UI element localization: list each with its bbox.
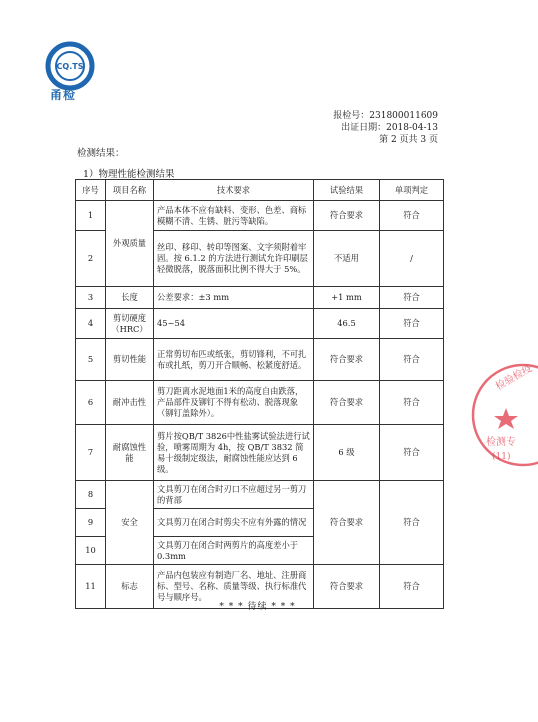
table-header-row [76,180,444,201]
cell-requirement: 剪刀距离水泥地面1米的高度自由跌落，产品部件及铆钉不得有松动、脱落现象（铆钉盖除外）。 [154,381,314,425]
stamp-text-num: (11) [492,452,511,462]
cell-verdict: 符合 [380,381,444,425]
cell-no: 4 [76,309,106,339]
cell-requirement: 文具剪刀在闭合时刃口不应超过另一剪刀的背部 [154,481,314,509]
cell-group-appearance: 外观质量 [106,201,154,287]
cell-no: 7 [76,425,106,481]
cell-requirement: 文具剪刀在闭合时剪尖不应有外露的情况 [154,509,314,537]
cell-no: 2 [76,231,106,287]
cell-no: 10 [76,537,106,565]
cell-verdict: 符合 [380,287,444,309]
section-title: 检测结果： [77,148,125,159]
report-meta [333,110,438,146]
table-row [76,201,444,231]
cell-requirement: 丝印、移印、转印等图案、文字须附着牢固。按 6.1.2 的方法进行测试允许印刷层轻微脱落，脱落面积比例不得大于 5%。 [154,231,314,287]
table-row [76,309,444,339]
issue-date: 出证日期：2018-04-13 [341,123,438,133]
cell-no: 6 [76,381,106,425]
cell-item: 耐腐蚀性能 [106,425,154,481]
cell-result: 符合要求 [314,481,380,565]
cell-requirement: 公差要求：±3 mm [154,287,314,309]
cell-result: 6 级 [314,425,380,481]
table-row [76,381,444,425]
header-no: 序号 [76,180,106,201]
cell-requirement: 产品本体不应有缺料、变形、色差、商标模糊不清、生锈、脏污等缺陷。 [154,201,314,231]
cell-item: 剪切性能 [106,339,154,381]
cell-no: 11 [76,565,106,609]
continued-note: * * * 待续 * * * [219,602,296,612]
cell-result: 不适用 [314,231,380,287]
stamp-text-mid: 检测专 [486,437,516,448]
cell-verdict: 符合 [380,309,444,339]
logo-brand-text: 甬检 [50,88,77,102]
cell-verdict: / [380,231,444,287]
table-row [76,287,444,309]
cell-verdict: 符合 [380,339,444,381]
cell-verdict: 符合 [380,481,444,565]
page-info: 第 2 页共 3 页 [379,135,438,145]
header-item: 项目名称 [106,180,154,201]
cell-result: 符合要求 [314,565,380,609]
cell-no: 9 [76,509,106,537]
cell-verdict: 符合 [380,425,444,481]
stamp-text-top: 检验检疫 [494,363,535,393]
cell-no: 5 [76,339,106,381]
cell-requirement: 45~54 [154,309,314,339]
header-verdict: 单项判定 [380,180,444,201]
report-number: 报检号：231800011609 [333,111,438,121]
official-seal-stamp [468,360,538,470]
cell-no: 8 [76,481,106,509]
stamp-star-icon [494,408,518,429]
header-result: 试验结果 [314,180,380,201]
table-row [76,425,444,481]
cell-item: 标志 [106,565,154,609]
logo-inner-text: CQ.TS [56,62,84,71]
cell-requirement: 剪片按QB/T 3826中性盐雾试验法进行试验，喷雾周期为 4h，按 QB/T 3832 简易十级制定级法，耐腐蚀性能应达到 6 级。 [154,425,314,481]
sub-title: 1）物理性能检测结果 [83,169,175,180]
table-row [76,481,444,509]
cell-requirement: 产品内包装应有制造厂名、地址、注册商标、型号、名称、质量等级、执行标准代号与顺序号。 [154,565,314,609]
cell-item: 剪切硬度（HRC） [106,309,154,339]
cell-no: 1 [76,201,106,231]
cell-result: 46.5 [314,309,380,339]
header-requirement: 技术要求 [154,180,314,201]
table-row [76,339,444,381]
cell-group-safety: 安全 [106,481,154,565]
cell-result: +1 mm [314,287,380,309]
cell-item: 耐冲击性 [106,381,154,425]
cell-result: 符合要求 [314,201,380,231]
cell-result: 符合要求 [314,381,380,425]
results-table [75,179,444,609]
cell-no: 3 [76,287,106,309]
cell-requirement: 正常剪切布匹或纸张，剪切锋利，不可扎布或扎纸，剪刀开合顺畅、松紧度舒适。 [154,339,314,381]
cell-result: 符合要求 [314,339,380,381]
cell-verdict: 符合 [380,201,444,231]
cell-item: 长度 [106,287,154,309]
cell-verdict: 符合 [380,565,444,609]
cell-requirement: 文具剪刀在闭合时两剪片的高度差小于 0.3mm [154,537,314,565]
